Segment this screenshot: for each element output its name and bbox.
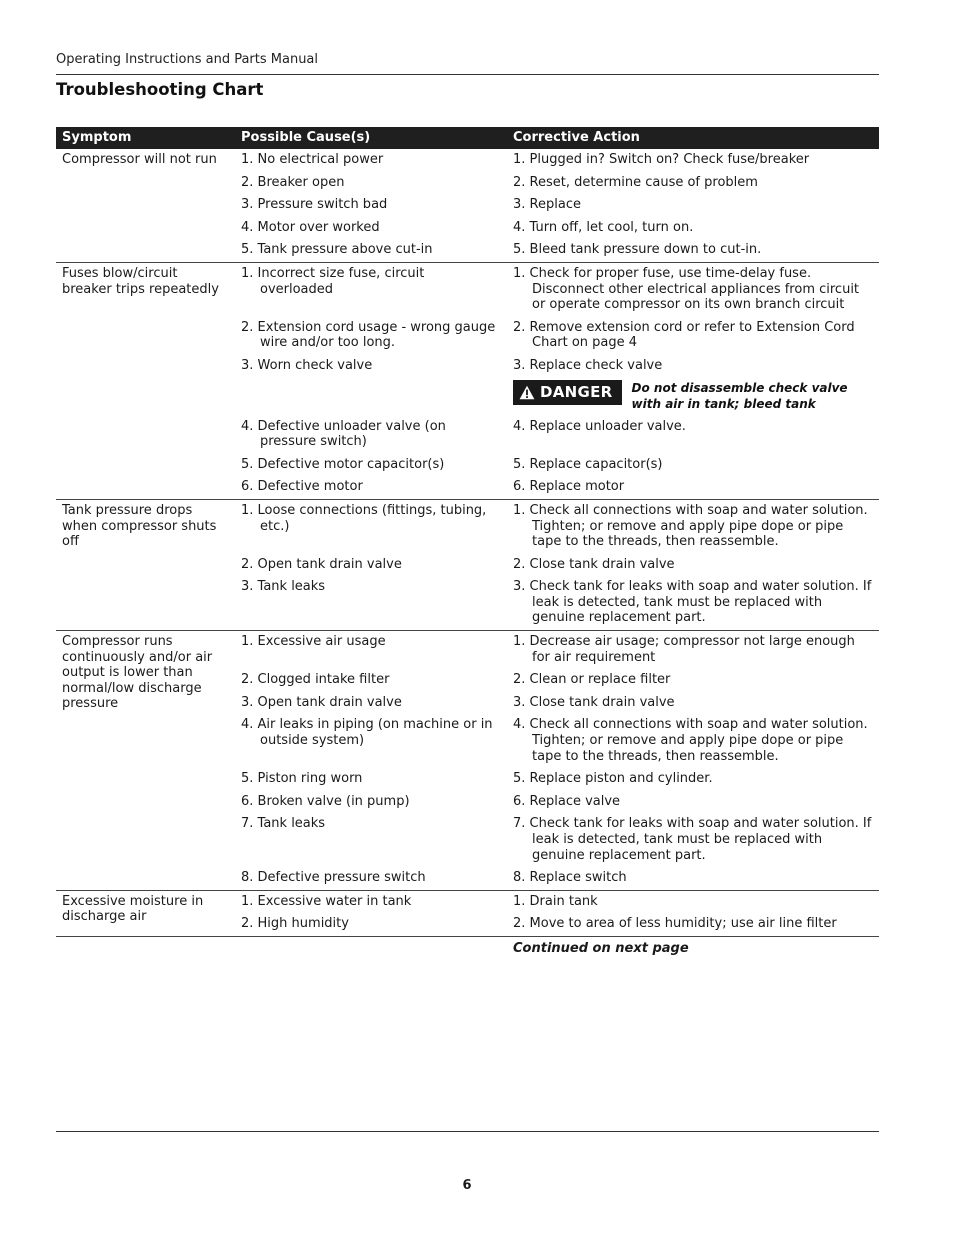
- cause-cell: 7. Tank leaks: [241, 816, 326, 832]
- danger-cell: [507, 378, 879, 416]
- action-cell: 6. Replace motor: [507, 476, 879, 499]
- table-header-row: [56, 127, 879, 149]
- table-row: [56, 890, 879, 913]
- cause-cell: 6. Defective motor: [235, 476, 507, 499]
- table-row: [56, 499, 879, 553]
- action-cell: 2. Close tank drain valve: [513, 556, 675, 572]
- action-cell: 1. Check for proper fuse, use time-delay fuse. Disconnect other electrical appliances from circuit or operate compressor on its own branch circuit: [513, 265, 860, 313]
- symptom-cell: Compressor runs continuously and/or air output is lower than normal/low discharge pressure: [56, 631, 235, 891]
- action-cell: 3. Check tank for leaks with soap and water solution. If leak is detected, tank must be replaced with genuine replacement part.: [507, 576, 879, 630]
- cause-cell: 1. No electrical power: [241, 152, 384, 167]
- column-header-symptom: Symptom: [56, 127, 235, 149]
- table-row: [56, 631, 879, 670]
- table-row: [56, 149, 879, 172]
- action-cell: 2. Clean or replace filter: [513, 672, 671, 688]
- page-title: Troubleshooting Chart: [56, 80, 264, 99]
- symptom-cell: Compressor will not run: [56, 149, 235, 262]
- action-cell: 7. Check tank for leaks with soap and water solution. If leak is detected, tank must be replaced with genuine replacement part.: [513, 816, 872, 863]
- cause-cell: 2. Clogged intake filter: [241, 672, 390, 688]
- table-row: [56, 262, 879, 316]
- action-cell: 8. Replace switch: [507, 867, 879, 890]
- cause-cell: 3. Open tank drain valve: [241, 694, 402, 710]
- column-header-cause: Possible Cause(s): [235, 127, 507, 149]
- danger-notice: [513, 380, 873, 412]
- action-cell: 3. Replace: [513, 197, 581, 213]
- action-cell: 5. Replace piston and cylinder.: [513, 771, 713, 787]
- action-cell: 3. Close tank drain valve: [513, 694, 675, 710]
- danger-text: Do not disassemble check valve with air in tank; bleed tank: [631, 380, 848, 411]
- action-cell: 1. Decrease air usage; compressor not large enough for air requirement: [513, 634, 855, 665]
- action-cell: 5. Bleed tank pressure down to cut-in.: [507, 239, 879, 262]
- cause-cell: 4. Motor over worked: [241, 219, 380, 235]
- symptom-cell: Tank pressure drops when compressor shuts off: [56, 499, 235, 630]
- cause-cell: 5. Tank pressure above cut-in: [235, 239, 507, 262]
- symptom-cell: Excessive moisture in discharge air: [56, 890, 235, 936]
- action-cell: 1. Drain tank: [513, 893, 598, 909]
- action-cell: 4. Turn off, let cool, turn on.: [513, 219, 694, 235]
- cause-cell: 2. Open tank drain valve: [241, 556, 402, 572]
- continued-note: Continued on next page: [513, 940, 689, 956]
- troubleshooting-table: [56, 127, 879, 961]
- cause-cell: 2. Breaker open: [241, 174, 345, 190]
- action-cell: 5. Replace capacitor(s): [513, 456, 663, 472]
- cause-cell: 3. Tank leaks: [235, 576, 507, 630]
- cause-cell-empty: [235, 378, 507, 416]
- danger-label: DANGER: [540, 382, 613, 401]
- action-cell: 3. Replace check valve: [513, 357, 663, 373]
- manual-header: Operating Instructions and Parts Manual: [56, 52, 319, 67]
- column-header-action: Corrective Action: [507, 127, 879, 149]
- action-cell: 2. Remove extension cord or refer to Extension Cord Chart on page 4: [513, 319, 855, 351]
- action-cell: 6. Replace valve: [513, 793, 621, 809]
- cause-cell: 1. Loose connections (fittings, tubing, etc.): [241, 502, 487, 534]
- cause-cell: 5. Piston ring worn: [241, 771, 363, 787]
- symptom-cell: Fuses blow/circuit breaker trips repeatedly: [56, 262, 235, 499]
- cause-cell: 3. Worn check valve: [241, 357, 373, 373]
- cause-cell: 6. Broken valve (in pump): [241, 793, 410, 809]
- cause-cell: 2. High humidity: [235, 913, 507, 936]
- action-cell: 1. Check all connections with soap and water solution. Tighten; or remove and apply pipe dope or pipe tape to the threads, then reassemble.: [513, 502, 868, 550]
- header-rule: [56, 74, 879, 75]
- warning-triangle-icon: [519, 385, 535, 400]
- action-cell: 2. Reset, determine cause of problem: [513, 174, 758, 190]
- cause-cell: 8. Defective pressure switch: [235, 867, 507, 890]
- danger-badge: [513, 380, 622, 405]
- cause-cell: 3. Pressure switch bad: [241, 197, 388, 213]
- cause-cell: 5. Defective motor capacitor(s): [241, 456, 445, 472]
- cause-cell: 4. Air leaks in piping (on machine or in outside system): [241, 717, 493, 749]
- action-cell: 4. Replace unloader valve.: [513, 418, 686, 434]
- action-cell: 2. Move to area of less humidity; use air line filter: [507, 913, 879, 936]
- action-cell: 1. Plugged in? Switch on? Check fuse/breaker: [513, 152, 810, 167]
- cause-cell: 1. Excessive water in tank: [241, 893, 412, 909]
- cause-cell: 2. Extension cord usage - wrong gauge wire and/or too long.: [241, 319, 496, 351]
- continued-row: [56, 936, 879, 960]
- cause-cell: 4. Defective unloader valve (on pressure switch): [241, 418, 446, 450]
- footer-rule: [56, 1131, 879, 1132]
- cause-cell: 1. Incorrect size fuse, circuit overloaded: [241, 265, 425, 297]
- page-number: 6: [462, 1178, 472, 1193]
- action-cell: 4. Check all connections with soap and water solution. Tighten; or remove and apply pipe dope or pipe tape to the threads, then reassemble.: [513, 717, 868, 764]
- cause-cell: 1. Excessive air usage: [241, 634, 386, 650]
